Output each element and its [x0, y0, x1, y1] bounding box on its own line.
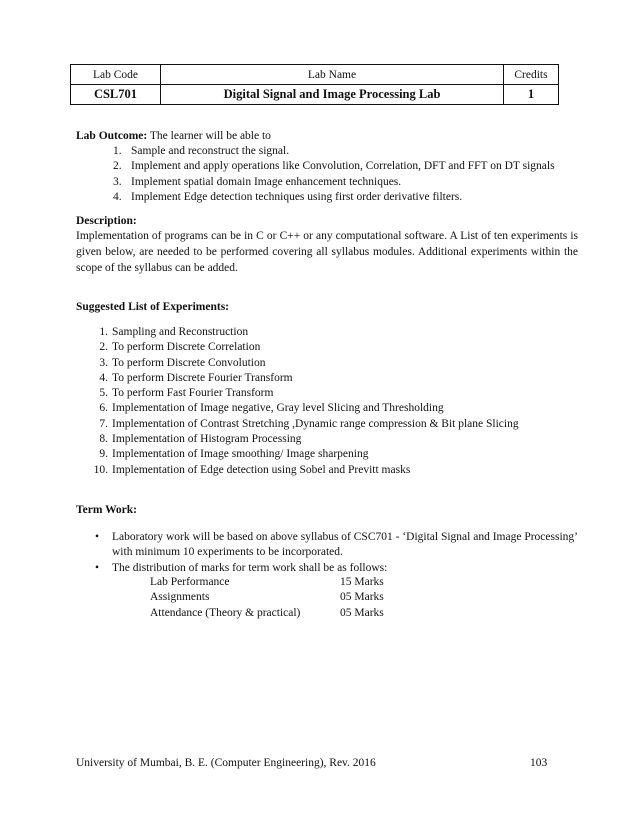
description-text: Implementation of programs can be in C or C++ or any computational software. A List of ten experiments is given below, are needed to be performed covering all syllabus modules. Additional experiments within the scope of the syllabus can be added.: [76, 230, 578, 274]
header-lab-name: Lab Name: [161, 65, 504, 85]
item-number: 8.: [99, 433, 108, 446]
bullet-icon: •: [95, 561, 100, 574]
item-number: 10.: [93, 463, 108, 476]
item-number: 1.: [113, 145, 122, 157]
cell-lab-code: CSL701: [71, 85, 161, 105]
marks-value: 05 Marks: [340, 591, 384, 604]
list-item: [95, 530, 581, 561]
item-text: To perform Discrete Fourier Transform: [112, 371, 293, 384]
item-text: To perform Discrete Correlation: [112, 341, 261, 354]
cell-credits: 1: [504, 85, 559, 105]
term-work-heading: Term Work:: [76, 504, 138, 516]
list-item: [93, 325, 519, 340]
lab-info-table: [70, 64, 559, 105]
item-text: Sample and reconstruct the signal.: [131, 145, 290, 157]
list-item: [93, 371, 519, 386]
footer-text: University of Mumbai, B. E. (Computer Engineering), Rev. 2016: [76, 757, 376, 769]
list-item: [93, 401, 519, 416]
bullet-icon: •: [95, 531, 100, 543]
lab-outcome-label: Lab Outcome:: [76, 130, 148, 142]
marks-label: Assignments: [150, 591, 210, 604]
list-item: [95, 561, 581, 576]
list-item: [93, 356, 519, 371]
item-text: Implementation of Edge detection using Sobel and Previtt masks: [112, 463, 411, 476]
marks-value: 15 Marks: [340, 576, 384, 588]
header-credits: Credits: [504, 65, 559, 85]
marks-label: Attendance (Theory & practical): [150, 606, 301, 619]
item-text: To perform Discrete Convolution: [112, 356, 266, 369]
item-number: 2.: [99, 341, 108, 354]
marks-distribution: [150, 575, 384, 621]
marks-row: [150, 590, 384, 605]
term-work-bullets: [95, 530, 581, 576]
header-lab-code: Lab Code: [71, 65, 161, 85]
item-text: Implement and apply operations like Convolution, Correlation, DFT and FFT on DT signals: [131, 160, 555, 173]
item-number: 1.: [99, 326, 108, 338]
list-item: [93, 340, 519, 355]
item-text: To perform Fast Fourier Transform: [112, 387, 274, 400]
list-item: [113, 190, 555, 205]
item-text: Laboratory work will be based on above syllabus of CSC701 - ‘Digital Signal and Image Processing’ with minimum 10 experiments to be incorporated.: [112, 531, 578, 559]
list-item: [93, 417, 519, 432]
list-item: [93, 432, 519, 447]
item-text: Implement spatial domain Image enhancement techniques.: [131, 175, 402, 188]
marks-row: [150, 575, 384, 590]
experiments-heading: Suggested List of Experiments:: [76, 301, 230, 313]
list-item: [93, 463, 519, 478]
item-number: 6.: [99, 402, 108, 415]
experiments-list: [93, 325, 519, 478]
item-number: 3.: [113, 175, 122, 188]
item-text: The distribution of marks for term work shall be as follows:: [112, 561, 388, 574]
table-header-row: [71, 65, 559, 85]
list-item: [113, 159, 555, 174]
item-number: 4.: [113, 190, 122, 203]
item-number: 4.: [99, 371, 108, 384]
page-number: 103: [530, 757, 548, 769]
item-number: 3.: [99, 356, 108, 369]
item-text: Sampling and Reconstruction: [112, 326, 249, 338]
marks-row: [150, 606, 384, 621]
marks-label: Lab Performance: [150, 576, 230, 588]
item-number: 9.: [99, 448, 108, 461]
list-item: [113, 175, 555, 190]
item-text: Implementation of Image smoothing/ Image sharpening: [112, 448, 369, 461]
lab-outcome-intro-text: The learner will be able to: [147, 130, 271, 142]
marks-value: 05 Marks: [340, 606, 384, 619]
description-heading: Description:: [76, 215, 137, 227]
item-number: 5.: [99, 387, 108, 400]
list-item: [93, 447, 519, 462]
lab-outcome-intro: [76, 129, 580, 145]
item-text: Implementation of Histogram Processing: [112, 433, 302, 446]
list-item: [113, 144, 555, 159]
item-text: Implementation of Image negative, Gray level Slicing and Thresholding: [112, 402, 444, 415]
item-text: Implementation of Contrast Stretching ,Dynamic range compression & Bit plane Slicing: [112, 417, 519, 430]
list-item: [93, 386, 519, 401]
cell-lab-name: Digital Signal and Image Processing Lab: [161, 85, 504, 105]
lab-outcome-list: [113, 144, 555, 205]
item-number: 2.: [113, 160, 122, 173]
table-row: [71, 85, 559, 105]
item-number: 7.: [99, 417, 108, 430]
item-text: Implement Edge detection techniques using first order derivative filters.: [131, 190, 463, 203]
